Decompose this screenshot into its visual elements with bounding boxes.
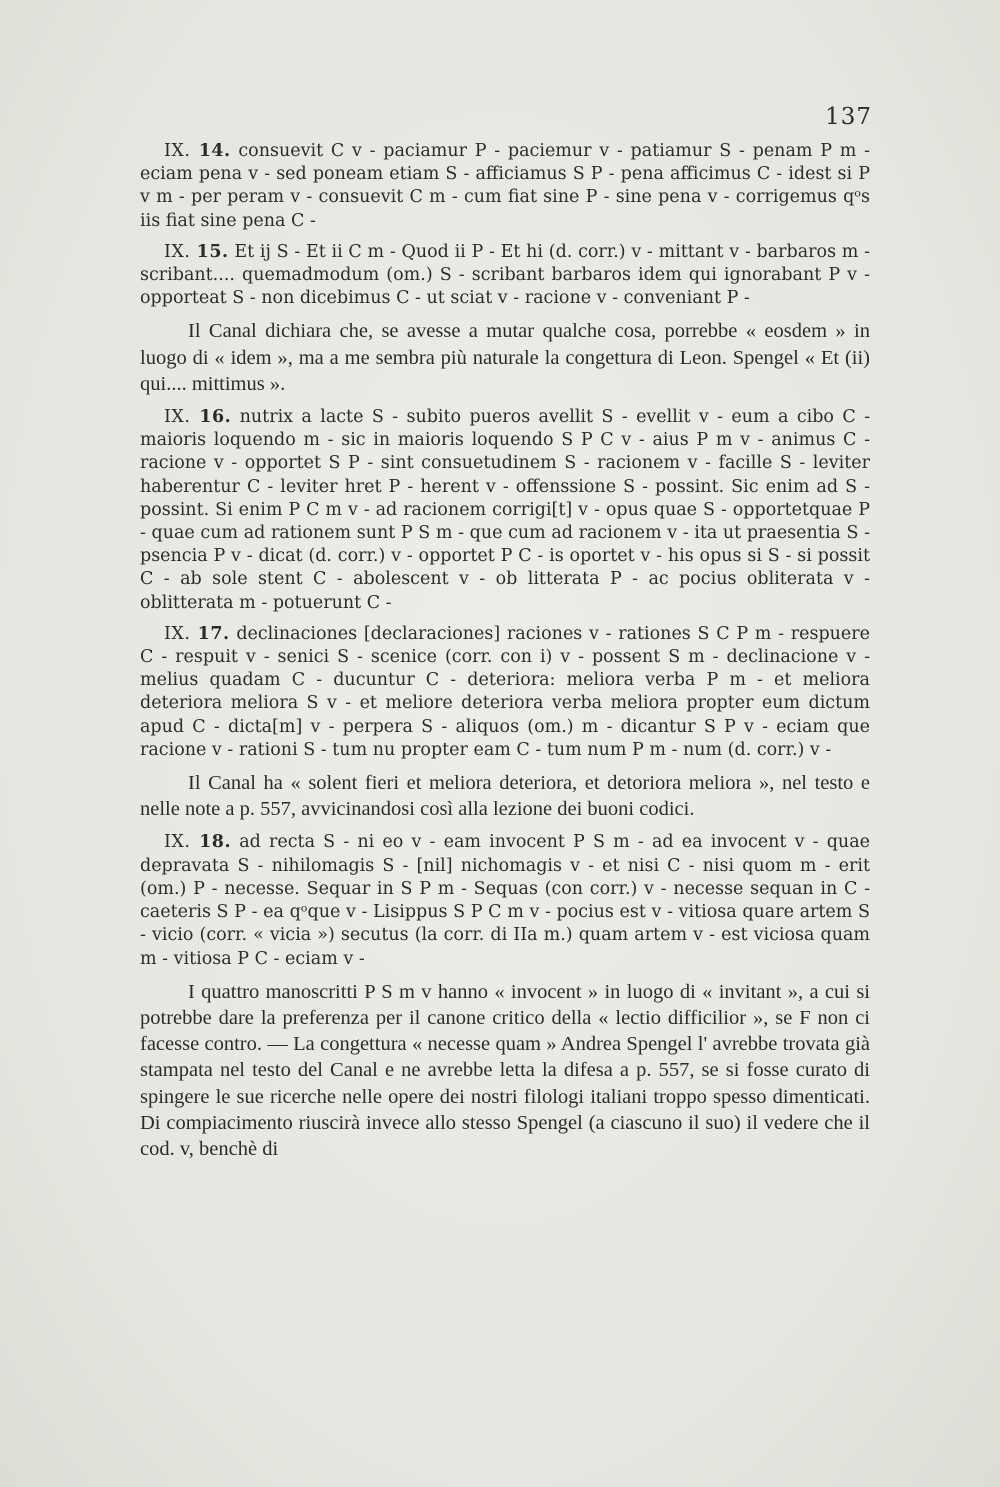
note-ref-prefix: IX. xyxy=(164,141,199,161)
note-ref-prefix: IX. xyxy=(164,832,200,853)
note-ref-prefix: IX. xyxy=(164,623,198,644)
page-number: 137 xyxy=(825,104,872,130)
note-text: Et ij S - Et ii C m - Quod ii P - Et hi (d. corr.) v - mittant v - barbaros m - scribant.... quemadmodum (om.) S - scribant barbaros idem qui ignorabant P v - opporteat S - non dicebimus C - ut sciat v - racione v - conveniant P - xyxy=(140,241,871,309)
note-ref-number: 16. xyxy=(199,407,232,428)
commentary-paragraph: Il Canal ha « solent fieri et meliora deteriora, et detoriora meliora », nel testo e nelle note a p. 557, avvicinandosi così alla lezione dei buoni codici. xyxy=(140,772,870,821)
note-reference xyxy=(164,407,231,427)
note-text: nutrix a lacte S - subito pueros avellit S - evellit v - eum a cibo C - maioris loquendo m - sic in maioris loquendo S P C v - aius P m v - animus C - racione v - opportet S P - sint consuetudinem S - racionem v - facille S - leviter haberentur C - leviter hret P - herent v - offenssione S - possint. Sic enim ad S - possint. Si enim P C m v - ad racionem corrigi[t] v - opus quae S - opportetquae P - quae cum ad rationem sunt P S m - que cum ad racionem v - ita ut praesentia S - psencia P v - dicat (d. corr.) v - opportet P C - is oportet v - his opus si S - si possit C - ab sole stent C - abolescent v - ob litterata P - ac pocius obliterata v - oblitterata m - potuerunt C - xyxy=(140,407,870,613)
note-reference xyxy=(164,624,230,644)
apparatus-note xyxy=(140,241,870,311)
note-ref-prefix: IX. xyxy=(164,407,200,428)
apparatus-note xyxy=(140,140,870,233)
note-reference xyxy=(164,832,231,852)
note-reference xyxy=(164,242,229,262)
apparatus-note xyxy=(140,831,870,970)
text-body xyxy=(140,140,870,1171)
note-ref-number: 17. xyxy=(197,623,230,644)
note-text: consuevit C v - paciamur P - paciemur v - patiamur S - penam P m - eciam pena v - sed poneam etiam S - afficiamus S P - pena afficimus C - idest si P v m - per peram v - consuevit C m - cum fiat sine P - sine pena v - corrigemus qᵒs iis fiat sine pena C - xyxy=(140,141,871,231)
note-ref-number: 15. xyxy=(196,241,229,262)
commentary-paragraph: I quattro manoscritti P S m v hanno « invocent » in luogo di « invitant », a cui si potrebbe dare la preferenza per il canone critico della « lectio difficilior », se F non ci facesse contro. — La congettura « necesse quam » Andrea Spengel l' avrebbe trovata già stampata nel testo del Canal e ne avrebbe letta la difesa a p. 557, se si fosse curato di spingere le sue ricerche nelle opere dei nostri filologi italiani troppo spesso dimenticati. Di compiacimento riuscirà invece allo stesso Spengel (a ciascuno il suo) il vedere che il cod. v, benchè di xyxy=(140,980,870,1160)
apparatus-note xyxy=(140,406,870,615)
note-ref-number: 14. xyxy=(198,141,231,161)
note-text: ad recta S - ni eo v - eam invocent P S m - ad ea invocent v - quae depravata S - nihilomagis S - [nil] nichomagis v - et nisi C - nisi quom m - erit (om.) P - necesse. Sequar in S P m - Sequas (con corr.) v - necesse sequan in C - caeteris S P - ea qᵒque v - Lisippus S P C m v - pocius est v - vitiosa quare artem S - vicio (corr. « vicia ») secutus (la corr. di IIa m.) quam artem v - est viciosa quam m - vitiosa P C - eciam v - xyxy=(140,832,870,969)
note-ref-prefix: IX. xyxy=(164,241,197,262)
note-text: declinaciones [declaraciones] raciones v - rationes S C P m - respuere C - respuit v - senici S - scenice (corr. con i) v - possent S m - declinacione v - melius quadam C - ducuntur C - deteriora: meliora verba P m - et meliora deteriora meliora S v - et meliore deteriora verba meliora propter eum dictum apud C - dicta[m] v - perpera S - aliquos (om.) m - dicantur S P v - eciam que racione v - rationi S - tum nu propter eam C - tum num P m - num (d. corr.) v - xyxy=(140,623,870,760)
note-reference xyxy=(164,141,231,161)
note-ref-number: 18. xyxy=(199,832,232,853)
apparatus-note xyxy=(140,623,870,762)
commentary-paragraph: Il Canal dichiara che, se avesse a mutar qualche cosa, porrebbe « eosdem » in luogo di « idem », ma a me sembra più naturale la congettura di Leon. Spengel « Et (ii) qui.... mittimus ». xyxy=(140,320,870,395)
